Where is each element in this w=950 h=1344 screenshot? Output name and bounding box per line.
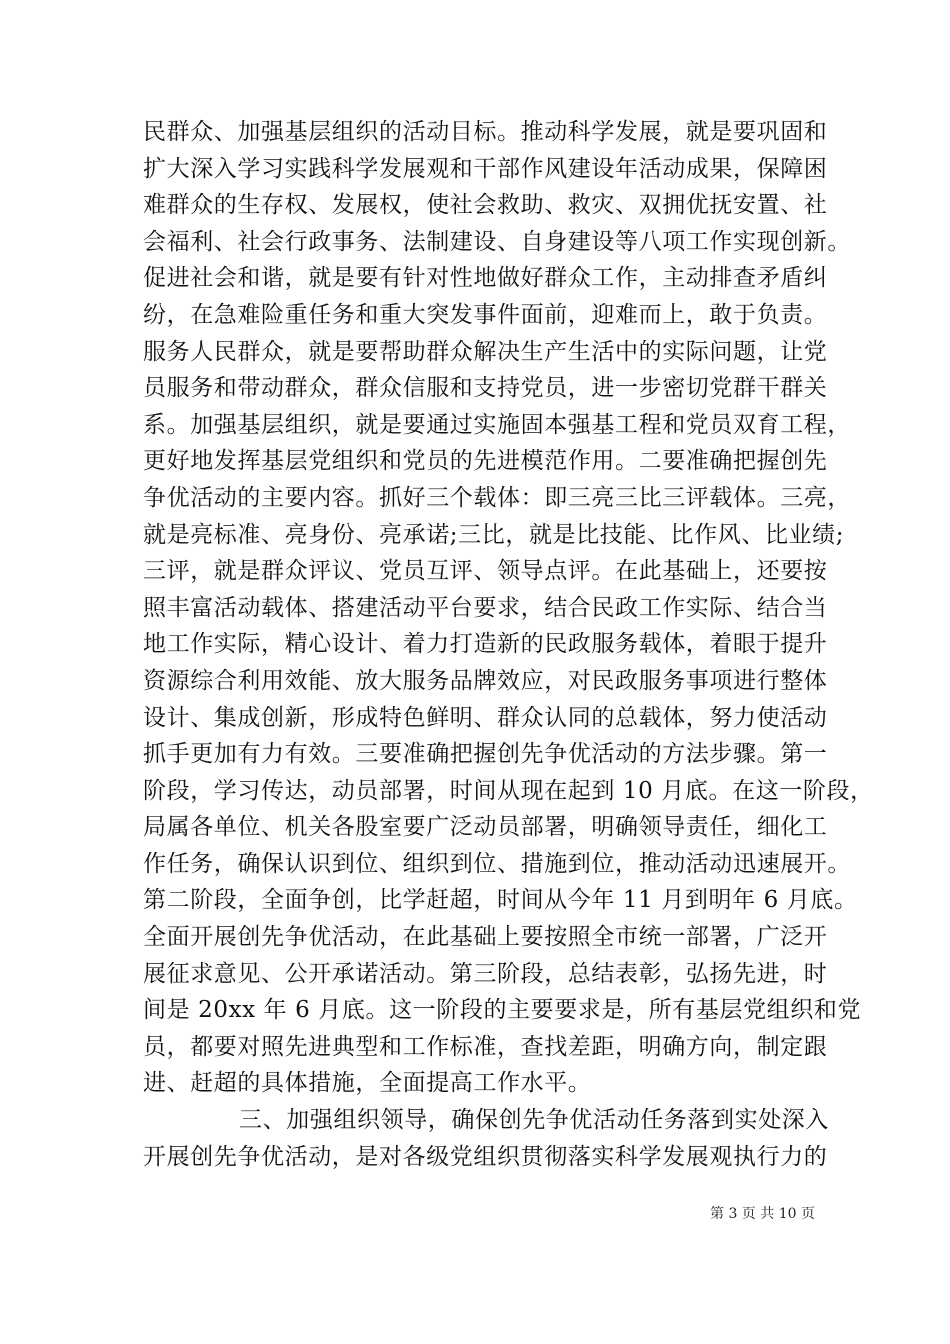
text-line: 更好地发挥基层党组织和党员的先进模范作用。二要准确把握创先 bbox=[143, 448, 828, 475]
text-line: 会福利、社会行政事务、法制建设、自身建设等八项工作实现创新。 bbox=[143, 228, 851, 255]
text-line: 设计、集成创新，形成特色鲜明、群众认同的总载体，努力使活动 bbox=[143, 704, 828, 731]
text-line: 抓手更加有力有效。三要准确把握创先争优活动的方法步骤。第一 bbox=[143, 741, 828, 768]
text-line: 阶段，学习传达，动员部署，时间从现在起到 10 月底。在这一阶段， bbox=[143, 777, 874, 804]
text-line: 民群众、加强基层组织的活动目标。推动科学发展，就是要巩固和 bbox=[143, 119, 828, 145]
text-line: 展征求意见、公开承诺活动。第三阶段，总结表彰，弘扬先进，时 bbox=[143, 960, 828, 987]
text-line: 作任务，确保认识到位、组织到位、措施到位，推动活动迅速展开。 bbox=[143, 850, 851, 877]
text-line: 争优活动的主要内容。抓好三个载体：即三亮三比三评载体。三亮， bbox=[143, 484, 851, 511]
text-line: 照丰富活动载体、搭建活动平台要求，结合民政工作实际、结合当 bbox=[143, 594, 828, 621]
section-heading: 三、加强组织领导，确保创先争优活动任务落到实处深入 bbox=[239, 1107, 829, 1134]
text-line: 系。加强基层组织，就是要通过实施固本强基工程和党员双育工程， bbox=[143, 411, 851, 438]
text-line: 间是 20xx 年 6 月底。这一阶段的主要要求是，所有基层党组织和党 bbox=[143, 997, 862, 1024]
text-line: 资源综合利用效能、放大服务品牌效应，对民政服务事项进行整体 bbox=[143, 667, 828, 694]
text-line: 局属各单位、机关各股室要广泛动员部署，明确领导责任，细化工 bbox=[143, 814, 828, 841]
text-line: 促进社会和谐，就是要有针对性地做好群众工作，主动排查矛盾纠 bbox=[143, 265, 828, 292]
text-line: 难群众的生存权、发展权，使社会救助、救灾、双拥优抚安置、社 bbox=[143, 192, 828, 219]
text-line: 开展创先争优活动，是对各级党组织贯彻落实科学发展观执行力的 bbox=[143, 1143, 828, 1170]
text-line: 地工作实际，精心设计、着力打造新的民政服务载体，着眼于提升 bbox=[143, 631, 828, 658]
text-line: 扩大深入学习实践科学发展观和干部作风建设年活动成果，保障困 bbox=[143, 155, 828, 182]
text-line: 全面开展创先争优活动，在此基础上要按照全市统一部署，广泛开 bbox=[143, 924, 828, 951]
text-line: 三评，就是群众评议、党员互评、领导点评。在此基础上，还要按 bbox=[143, 558, 828, 585]
text-line: 服务人民群众，就是要帮助群众解决生产生活中的实际问题，让党 bbox=[143, 338, 828, 365]
text-line: 员，都要对照先进典型和工作标准，查找差距，明确方向，制定跟 bbox=[143, 1033, 828, 1060]
text-line: 进、赶超的具体措施，全面提高工作水平。 bbox=[143, 1070, 592, 1097]
body-text bbox=[143, 114, 874, 1175]
text-line: 员服务和带动群众，群众信服和支持党员，进一步密切党群干群关 bbox=[143, 375, 828, 402]
text-line: 就是亮标准、亮身份、亮承诺;三比，就是比技能、比作风、比业绩; bbox=[143, 521, 845, 548]
text-line: 纷，在急难险重任务和重大突发事件面前，迎难而上，敢于负责。 bbox=[143, 301, 828, 328]
page-number: 第 3 页 共 10 页 bbox=[710, 1206, 815, 1222]
text-line: 第二阶段，全面争创，比学赶超，时间从今年 11 月到明年 6 月底。 bbox=[143, 887, 858, 914]
